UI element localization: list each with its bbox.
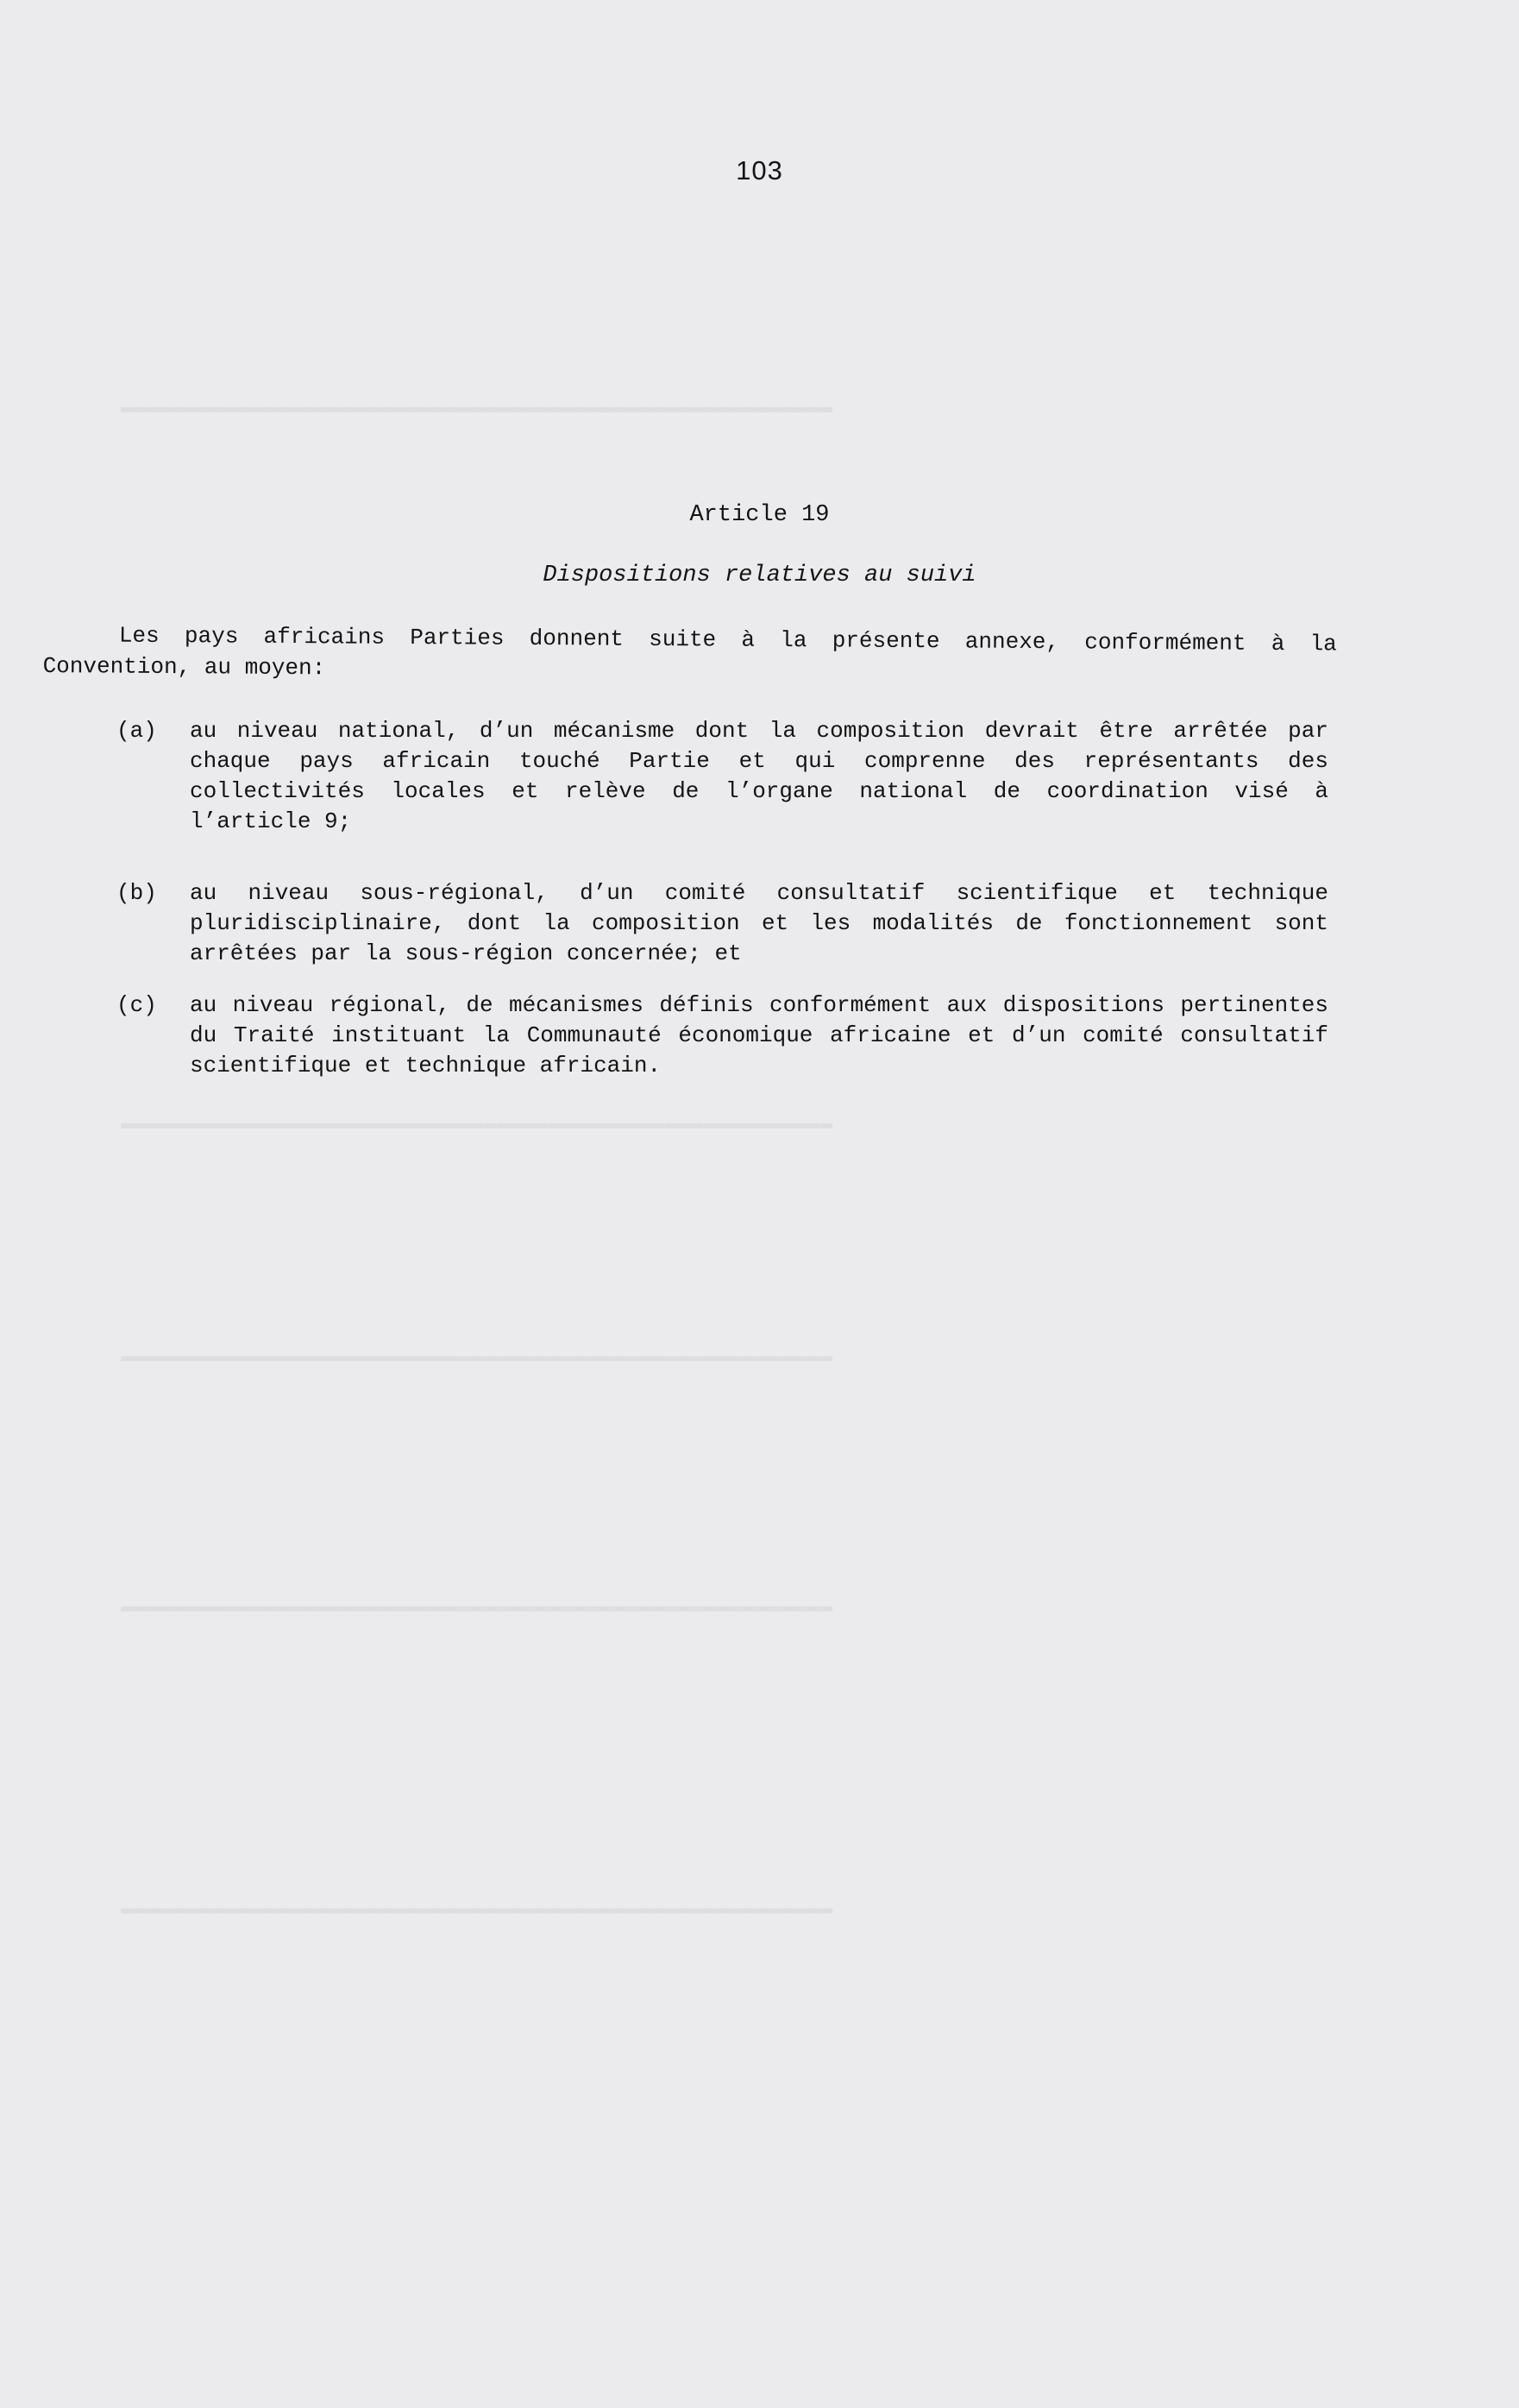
list-item-text: au niveau national, d’un mécanisme dont la composition devrait être arrêtée par chaque pays africain touché Partie et qui comprenne des représentants des collectivités locales et relève de l’organe national de coordination visé à l’article 9; [190,718,1328,834]
list-item-marker: (a) [116,718,157,744]
list-item-text: au niveau sous-régional, d’un comité consultatif scientifique et technique pluridisciplinaire, dont la composition et les modalités de fonctionnement sont arrêtées par la sous-région concernée; et [190,880,1328,966]
article-subtitle: Dispositions relatives au suivi [543,563,976,588]
show-through-shading: ▬▬▬▬▬▬▬▬▬▬▬▬▬▬▬▬▬▬▬▬▬▬▬▬▬▬▬▬▬▬▬▬▬▬▬▬▬▬▬▬▬▬▬▬▬▬▬▬▬▬▬▬▬▬▬ [121,1116,833,1141]
list-item [116,716,1328,837]
list-item [116,878,1328,969]
show-through-shading: ▬▬▬▬▬▬▬▬▬▬▬▬▬▬▬▬▬▬▬▬▬▬▬▬▬▬▬▬▬▬▬▬▬▬▬▬▬▬▬▬▬▬▬▬▬▬▬▬▬▬▬▬▬▬▬ [121,399,833,424]
show-through-shading: ▬▬▬▬▬▬▬▬▬▬▬▬▬▬▬▬▬▬▬▬▬▬▬▬▬▬▬▬▬▬▬▬▬▬▬▬▬▬▬▬▬▬▬▬▬▬▬▬▬▬▬▬▬▬▬ [121,1901,833,1926]
list-item-marker: (b) [116,880,157,906]
intro-paragraph: Les pays africains Parties donnent suite à la présente annexe, conformément à la Convention, au moyen: [42,622,1337,682]
page-number: 103 [736,155,783,185]
article-heading: Article 19 [689,502,830,528]
list-item [116,990,1328,1081]
show-through-shading: ▬▬▬▬▬▬▬▬▬▬▬▬▬▬▬▬▬▬▬▬▬▬▬▬▬▬▬▬▬▬▬▬▬▬▬▬▬▬▬▬▬▬▬▬▬▬▬▬▬▬▬▬▬▬▬ [121,1599,833,1624]
list-item-marker: (c) [116,992,157,1018]
show-through-shading: ▬▬▬▬▬▬▬▬▬▬▬▬▬▬▬▬▬▬▬▬▬▬▬▬▬▬▬▬▬▬▬▬▬▬▬▬▬▬▬▬▬▬▬▬▬▬▬▬▬▬▬▬▬▬▬ [121,1349,833,1374]
list-item-text: au niveau régional, de mécanismes définis conformément aux dispositions pertinentes du Traité instituant la Communauté économique africaine et d’un comité consultatif scientifique et technique africain. [190,992,1328,1078]
